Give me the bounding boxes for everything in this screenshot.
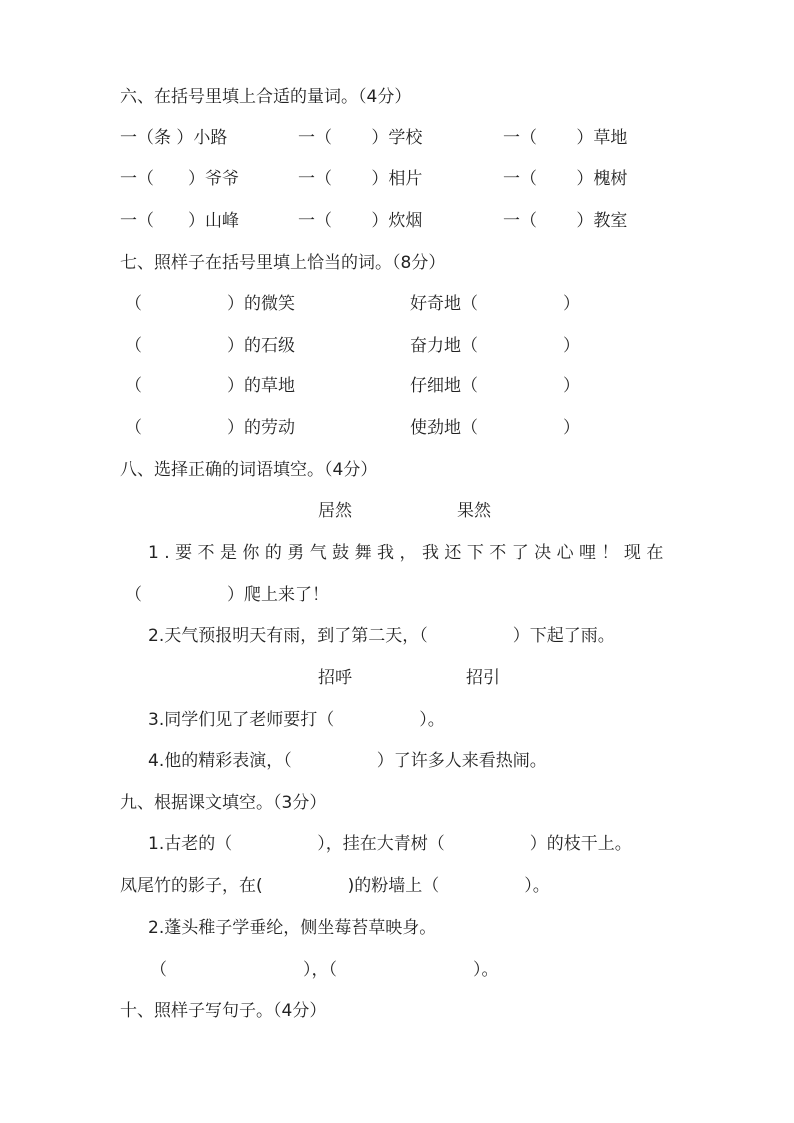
phrase-blank: 奋力地（ ） [410, 336, 580, 356]
phrase-blank: （ ）的劳动 [125, 418, 295, 438]
section9-heading: 九、根据课文填空。（3分） [120, 793, 327, 813]
phrase-blank: （ ）的石级 [125, 336, 295, 356]
section8-heading: 八、选择正确的词语填空。（4分） [120, 460, 378, 480]
measure-word-item: 一（ ）爷爷 [120, 169, 239, 189]
word-choice: 居然 [318, 501, 352, 521]
question-1-line1: 1.要不是你的勇气鼓舞我，我还下不了决心哩！现在 [148, 543, 669, 563]
section10-heading: 十、照样子写句子。（4分） [120, 1001, 327, 1021]
measure-word-item: 一（条 ）小路 [120, 128, 228, 148]
word-choice: 果然 [457, 501, 491, 521]
question-1-line2: 凤尾竹的影子，在( )的粉墙上（ ）。 [120, 876, 550, 896]
phrase-blank: 使劲地（ ） [410, 418, 580, 438]
section6-heading: 六、在括号里填上合适的量词。（4分） [120, 87, 412, 107]
section7-heading: 七、照样子在括号里填上恰当的词。（8分） [120, 253, 446, 273]
word-choice: 招呼 [318, 668, 352, 688]
phrase-blank: 仔细地（ ） [410, 376, 580, 396]
measure-word-item: 一（ ）槐树 [503, 169, 628, 189]
measure-word-item: 一（ ）学校 [298, 128, 423, 148]
measure-word-item: 一（ ）炊烟 [298, 211, 423, 231]
question-1-line1: 1.古老的（ ），挂在大青树（ ）的枝干上。 [148, 834, 632, 854]
measure-word-item: 一（ ）相片 [298, 169, 423, 189]
poem-blank-line: （ ），（ ）。 [150, 960, 499, 980]
phrase-blank: （ ）的微笑 [125, 294, 295, 314]
measure-word-item: 一（ ）草地 [503, 128, 628, 148]
phrase-blank: （ ）的草地 [125, 376, 295, 396]
question-3: 3.同学们见了老师要打（ ）。 [148, 710, 445, 730]
poem-line: 2.蓬头稚子学垂纶，侧坐莓苔草映身。 [148, 918, 437, 938]
question-2: 2.天气预报明天有雨，到了第二天，（ ）下起了雨。 [148, 626, 615, 646]
phrase-blank: 好奇地（ ） [410, 294, 580, 314]
question-1-line2: （ ）爬上来了！ [125, 585, 329, 605]
measure-word-item: 一（ ）教室 [503, 211, 628, 231]
question-4: 4.他的精彩表演，（ ）了许多人来看热闹。 [148, 751, 547, 771]
measure-word-item: 一（ ）山峰 [120, 211, 239, 231]
word-choice: 招引 [466, 668, 500, 688]
